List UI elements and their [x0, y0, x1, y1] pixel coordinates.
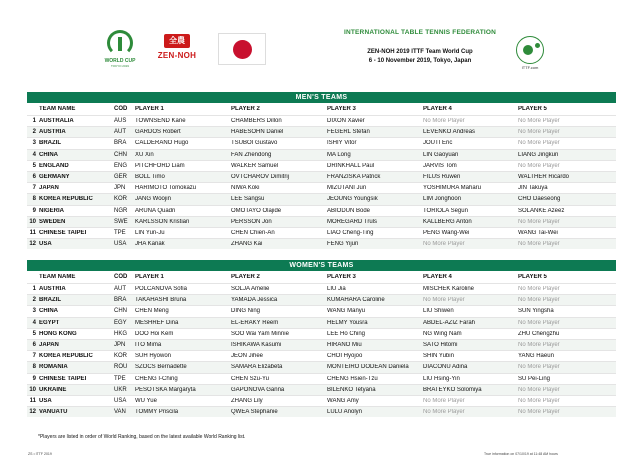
player-1-cell: BOLL Timo	[135, 174, 165, 181]
team-name: KOREA REPUBLIC	[39, 196, 93, 203]
player-1-cell: TOWNSEND Kane	[135, 118, 186, 125]
table-row	[27, 317, 616, 328]
player-1-cell: SUH Hyowon	[135, 353, 172, 360]
team-name: VANUATU	[39, 409, 68, 416]
row-number: 10	[29, 218, 36, 225]
row-number: 1	[32, 118, 36, 125]
player-2-cell: JEON Jihee	[231, 353, 264, 360]
table-body	[27, 283, 616, 417]
col-player-5: PLAYER 5	[518, 274, 547, 280]
col-team: TEAM NAME	[39, 274, 76, 280]
player-3-cell: DRINKHALL Paul	[327, 162, 375, 169]
col-player-2: PLAYER 2	[231, 106, 260, 112]
player-4-cell: KALLBERG Anton	[423, 218, 472, 225]
player-3-cell: KUMAHARA Caroline	[327, 297, 385, 304]
table-header-row	[27, 103, 616, 115]
row-number: 2	[32, 297, 36, 304]
player-5-cell: JIN Takuya	[518, 185, 548, 192]
row-number: 9	[32, 375, 36, 382]
country-code: HKG	[114, 330, 128, 337]
country-code: ENG	[114, 162, 128, 169]
player-3-cell: DIXON Xavier	[327, 118, 365, 125]
world-cup-logo-subtext: TOKYO 2019	[111, 64, 129, 68]
player-4-cell: LEVENKO Andreas	[423, 129, 476, 136]
player-1-cell: PESOTSKA Margaryta	[135, 386, 196, 393]
team-name: BRAZIL	[39, 297, 61, 304]
womens-teams-table	[27, 260, 616, 417]
row-number: 5	[32, 330, 36, 337]
team-name: USA	[39, 241, 52, 248]
player-3-cell: LIU Jia	[327, 286, 346, 293]
table-header-row	[27, 271, 616, 283]
country-code: NGR	[114, 207, 128, 214]
player-4-cell: SATO Hitomi	[423, 342, 458, 349]
player-1-cell: JANG Woojin	[135, 196, 171, 203]
player-1-cell: KARLSSON Kristian	[135, 218, 190, 225]
row-number: 6	[32, 342, 36, 349]
player-2-cell: LEE Sangsu	[231, 196, 265, 203]
player-3-cell: HELMY Yousra	[327, 319, 368, 326]
country-code: USA	[114, 241, 127, 248]
row-number: 7	[32, 353, 36, 360]
player-5-cell: No More Player	[518, 218, 560, 225]
event-title: ZEN-NOH 2019 ITTF Team World Cup	[367, 49, 473, 55]
player-1-cell: ITO Mima	[135, 342, 162, 349]
world-cup-logo-text: WORLD CUP	[104, 58, 136, 64]
team-name: CHINESE TAIPEI	[39, 229, 87, 236]
country-code: KOR	[114, 196, 128, 203]
zen-noh-mark: 全農	[164, 34, 190, 48]
player-4-cell: LIU Shiwen	[423, 308, 454, 315]
zen-noh-logo-icon	[148, 34, 206, 70]
country-code: CHN	[114, 308, 127, 315]
player-4-cell: YOSHIMURA Maharu	[423, 185, 482, 192]
japan-flag-icon	[218, 33, 266, 65]
table-row	[27, 294, 616, 305]
player-5-cell: No More Player	[518, 409, 560, 416]
player-2-cell: OMOTAYO Olajide	[231, 207, 282, 214]
table-row	[27, 227, 616, 238]
team-name: KOREA REPUBLIC	[39, 353, 93, 360]
row-number: 10	[29, 386, 36, 393]
player-4-cell: ABDEL-AZIZ Farah	[423, 319, 476, 326]
player-2-cell: ISHIKAWA Kasumi	[231, 342, 282, 349]
country-code: AUS	[114, 118, 127, 125]
player-2-cell: GAPONOVA Ganna	[231, 386, 285, 393]
team-name: ROMANIA	[39, 364, 68, 371]
table-row	[27, 339, 616, 350]
col-player-5: PLAYER 5	[518, 106, 547, 112]
player-4-cell: No More Player	[423, 297, 465, 304]
player-2-cell: PERSSON Jon	[231, 218, 272, 225]
table-row	[27, 373, 616, 384]
row-number: 7	[32, 185, 36, 192]
country-code: BRA	[114, 297, 127, 304]
team-name: AUSTRIA	[39, 129, 66, 136]
table-row	[27, 205, 616, 216]
team-name: USA	[39, 397, 52, 404]
row-number: 4	[32, 319, 36, 326]
player-3-cell: LULU Anolyn	[327, 409, 363, 416]
col-player-3: PLAYER 3	[327, 106, 356, 112]
row-number: 12	[29, 241, 36, 248]
row-number: 8	[32, 196, 36, 203]
player-5-cell: No More Player	[518, 319, 560, 326]
player-3-cell: CHENG Hsien-Tzu	[327, 375, 378, 382]
table-row	[27, 216, 616, 227]
player-2-cell: EL-ERAKY Reem	[231, 319, 279, 326]
player-5-cell: No More Player	[518, 342, 560, 349]
player-4-cell: SHIN Yubin	[423, 353, 454, 360]
player-2-cell: CHEN Szu-Yu	[231, 375, 270, 382]
player-4-cell: MISCHEK Karoline	[423, 286, 475, 293]
country-code: ROU	[114, 364, 128, 371]
player-2-cell: TSUBOI Gustavo	[231, 140, 278, 147]
country-code: TPE	[114, 375, 126, 382]
table-row	[27, 238, 616, 249]
country-code: TPE	[114, 229, 126, 236]
player-3-cell: MA Long	[327, 151, 351, 158]
table-row	[27, 361, 616, 372]
col-cod: COD	[114, 106, 128, 112]
player-2-cell: SAMARA Elizabeta	[231, 364, 283, 371]
team-name: NIGERIA	[39, 207, 65, 214]
player-5-cell: No More Player	[518, 386, 560, 393]
player-2-cell: CHEN Chien-An	[231, 229, 275, 236]
col-team: TEAM NAME	[39, 106, 76, 112]
table-row	[27, 350, 616, 361]
country-code: AUT	[114, 286, 126, 293]
table-row	[27, 395, 616, 406]
row-number: 12	[29, 409, 36, 416]
player-2-cell: HABESOHN Daniel	[231, 129, 284, 136]
player-2-cell: SOO Wai Yam Minnie	[231, 330, 289, 337]
country-code: EGY	[114, 319, 127, 326]
player-3-cell: LEE Ho Ching	[327, 330, 366, 337]
row-number: 11	[29, 229, 36, 236]
table-row	[27, 160, 616, 171]
player-5-cell: ZHU Chengzhu	[518, 330, 560, 337]
player-2-cell: CHAMBERS Dillon	[231, 118, 282, 125]
table-body	[27, 115, 616, 249]
table-row	[27, 171, 616, 182]
team-name: HONG KONG	[39, 330, 77, 337]
player-5-cell: No More Player	[518, 241, 560, 248]
player-5-cell: No More Player	[518, 397, 560, 404]
player-4-cell: TORIOLA Segun	[423, 207, 468, 214]
player-4-cell: BRATEYKO Solomiya	[423, 386, 482, 393]
country-code: BRA	[114, 140, 127, 147]
table-row	[27, 182, 616, 193]
team-name: UKRAINE	[39, 386, 67, 393]
team-name: CHINA	[39, 308, 58, 315]
player-5-cell: No More Player	[518, 140, 560, 147]
team-name: JAPAN	[39, 185, 59, 192]
col-player-1: PLAYER 1	[135, 106, 164, 112]
player-5-cell: No More Player	[518, 364, 560, 371]
country-code: CHN	[114, 151, 127, 158]
player-5-cell: WANG Tai-Wei	[518, 229, 558, 236]
country-code: USA	[114, 397, 127, 404]
event-dates: 6 - 10 November 2019, Tokyo, Japan	[368, 58, 472, 64]
table-row	[27, 406, 616, 417]
country-code: SWE	[114, 218, 128, 225]
player-1-cell: TOMMY Priscila	[135, 409, 179, 416]
player-4-cell: LIN Gaoyuan	[423, 151, 459, 158]
footnote: *Players are listed in order of World Ranking, based on the latest available World Ranking list.	[38, 434, 246, 440]
table-row	[27, 115, 616, 126]
player-3-cell: BILENKO Tetyana	[327, 386, 376, 393]
player-2-cell: ZHANG Kai	[231, 241, 263, 248]
ittf-url: ITTF.com	[521, 65, 539, 70]
player-3-cell: FRANZISKA Patrick	[327, 174, 381, 181]
country-code: AUT	[114, 129, 126, 136]
row-number: 6	[32, 174, 36, 181]
player-4-cell: No More Player	[423, 118, 465, 125]
world-cup-logo-icon	[100, 30, 140, 76]
country-code: JPN	[114, 342, 126, 349]
player-2-cell: QWEA Stephanie	[231, 409, 278, 416]
footer-left: ZS • ITTF 2019	[28, 452, 52, 456]
federation-title: INTERNATIONAL TABLE TENNIS FEDERATION	[343, 29, 497, 36]
player-1-cell: HARIMOTO Tomokazu	[135, 185, 197, 192]
row-number: 2	[32, 129, 36, 136]
player-3-cell: FEGERL Stefan	[327, 129, 370, 136]
player-1-cell: DOO Hoi Kem	[135, 330, 174, 337]
player-1-cell: CHENG I-Ching	[135, 375, 178, 382]
player-2-cell: ZHANG Lily	[231, 397, 263, 404]
player-2-cell: WALKER Samuel	[231, 162, 279, 169]
team-name: CHINESE TAIPEI	[39, 375, 87, 382]
zen-noh-wordmark: ZEN-NOH	[157, 51, 197, 60]
player-3-cell: FENG Yijun	[327, 241, 359, 248]
player-5-cell: WALTHER Ricardo	[518, 174, 570, 181]
player-4-cell: LIM Jonghoon	[423, 196, 462, 203]
col-cod: COD	[114, 274, 128, 280]
team-name: AUSTRALIA	[39, 118, 74, 125]
player-4-cell: LIU Hsing-Yin	[423, 375, 460, 382]
player-3-cell: MONTEIRO DODEAN Daniela	[327, 364, 409, 371]
row-number: 1	[32, 286, 36, 293]
team-name: GERMANY	[39, 174, 70, 181]
player-3-cell: ABIODUN Bode	[327, 207, 371, 214]
team-name: BRAZIL	[39, 140, 61, 147]
player-3-cell: JEOUNG Youngsik	[327, 196, 378, 203]
player-4-cell: FILUS Ruwen	[423, 174, 461, 181]
player-1-cell: GARDOS Robert	[135, 129, 181, 136]
player-2-cell: NIWA Koki	[231, 185, 260, 192]
player-4-cell: No More Player	[423, 409, 465, 416]
row-number: 9	[32, 207, 36, 214]
player-5-cell: CHO Daeseong	[518, 196, 561, 203]
table-row	[27, 328, 616, 339]
country-code: GER	[114, 174, 128, 181]
player-1-cell: CALDERANO Hugo	[135, 140, 189, 147]
footer-right: True information on 07/10/19 at 11:48 AM hours	[484, 452, 558, 456]
row-number: 3	[32, 140, 36, 147]
table-row	[27, 137, 616, 148]
player-2-cell: DING Ning	[231, 308, 261, 315]
section-banner: MEN'S TEAMS	[27, 92, 616, 103]
team-name: AUSTRIA	[39, 286, 66, 293]
player-1-cell: ARUNA Quadri	[135, 207, 176, 214]
table-row	[27, 305, 616, 316]
team-name: SWEDEN	[39, 218, 66, 225]
page-header	[0, 0, 641, 88]
country-code: KOR	[114, 353, 128, 360]
team-name: CHINA	[39, 151, 58, 158]
table-row	[27, 283, 616, 294]
row-number: 3	[32, 308, 36, 315]
player-1-cell: JHA Kanak	[135, 241, 165, 248]
player-3-cell: WANG Amy	[327, 397, 359, 404]
player-5-cell: No More Player	[518, 118, 560, 125]
country-code: VAN	[114, 409, 126, 416]
player-5-cell: LIANG Jingkun	[518, 151, 559, 158]
player-4-cell: No More Player	[423, 241, 465, 248]
player-5-cell: SU Pei-Ling	[518, 375, 551, 382]
player-1-cell: TAKAHASHI Bruna	[135, 297, 187, 304]
ittf-logo-icon	[510, 36, 550, 72]
col-player-4: PLAYER 4	[423, 274, 452, 280]
player-5-cell: SUN Yingsha	[518, 308, 554, 315]
player-3-cell: HIRANO Miu	[327, 342, 362, 349]
col-player-2: PLAYER 2	[231, 274, 260, 280]
row-number: 8	[32, 364, 36, 371]
player-4-cell: PENG Wang-Wei	[423, 229, 470, 236]
player-1-cell: PITCHFORD Liam	[135, 162, 185, 169]
player-5-cell: No More Player	[518, 297, 560, 304]
player-5-cell: No More Player	[518, 162, 560, 169]
col-player-1: PLAYER 1	[135, 274, 164, 280]
player-1-cell: LIN Yun-Ju	[135, 229, 165, 236]
player-1-cell: SZOCS Bernadette	[135, 364, 187, 371]
team-name: ENGLAND	[39, 162, 69, 169]
col-player-4: PLAYER 4	[423, 106, 452, 112]
row-number: 4	[32, 151, 36, 158]
section-banner: WOMEN'S TEAMS	[27, 260, 616, 271]
player-2-cell: SOLJA Amelie	[231, 286, 270, 293]
player-2-cell: OVTCHAROV Dimitrij	[231, 174, 289, 181]
country-code: JPN	[114, 185, 126, 192]
player-1-cell: WU Yue	[135, 397, 157, 404]
player-5-cell: SOLANKE Azeez	[518, 207, 565, 214]
mens-teams-table	[27, 92, 616, 249]
player-3-cell: MIZUTANI Jun	[327, 185, 367, 192]
player-4-cell: No More Player	[423, 397, 465, 404]
table-row	[27, 149, 616, 160]
player-3-cell: ISHIY Vitor	[327, 140, 357, 147]
team-name: JAPAN	[39, 342, 59, 349]
player-4-cell: JOUTI Eric	[423, 140, 453, 147]
player-2-cell: FAN Zhendong	[231, 151, 272, 158]
row-number: 11	[29, 397, 36, 404]
player-5-cell: No More Player	[518, 286, 560, 293]
player-1-cell: MESHREF Dina	[135, 319, 179, 326]
player-2-cell: YAMADA Jessica	[231, 297, 278, 304]
player-5-cell: No More Player	[518, 129, 560, 136]
player-3-cell: MOREGARD Truls	[327, 218, 378, 225]
player-1-cell: POLCANOVA Sofia	[135, 286, 187, 293]
row-number: 5	[32, 162, 36, 169]
table-row	[27, 384, 616, 395]
team-name: EGYPT	[39, 319, 60, 326]
country-code: UKR	[114, 386, 127, 393]
player-4-cell: JARVIS Tom	[423, 162, 457, 169]
player-1-cell: CHEN Meng	[135, 308, 169, 315]
player-5-cell: YANG Haeun	[518, 353, 554, 360]
table-row	[27, 193, 616, 204]
player-4-cell: NG Wing Nam	[423, 330, 462, 337]
player-4-cell: DIACONU Adina	[423, 364, 468, 371]
player-3-cell: CHOI Hyojoo	[327, 353, 363, 360]
player-3-cell: LIAO Cheng-Ting	[327, 229, 374, 236]
player-3-cell: WANG Manyu	[327, 308, 366, 315]
player-1-cell: XU Xin	[135, 151, 154, 158]
table-row	[27, 126, 616, 137]
col-player-3: PLAYER 3	[327, 274, 356, 280]
